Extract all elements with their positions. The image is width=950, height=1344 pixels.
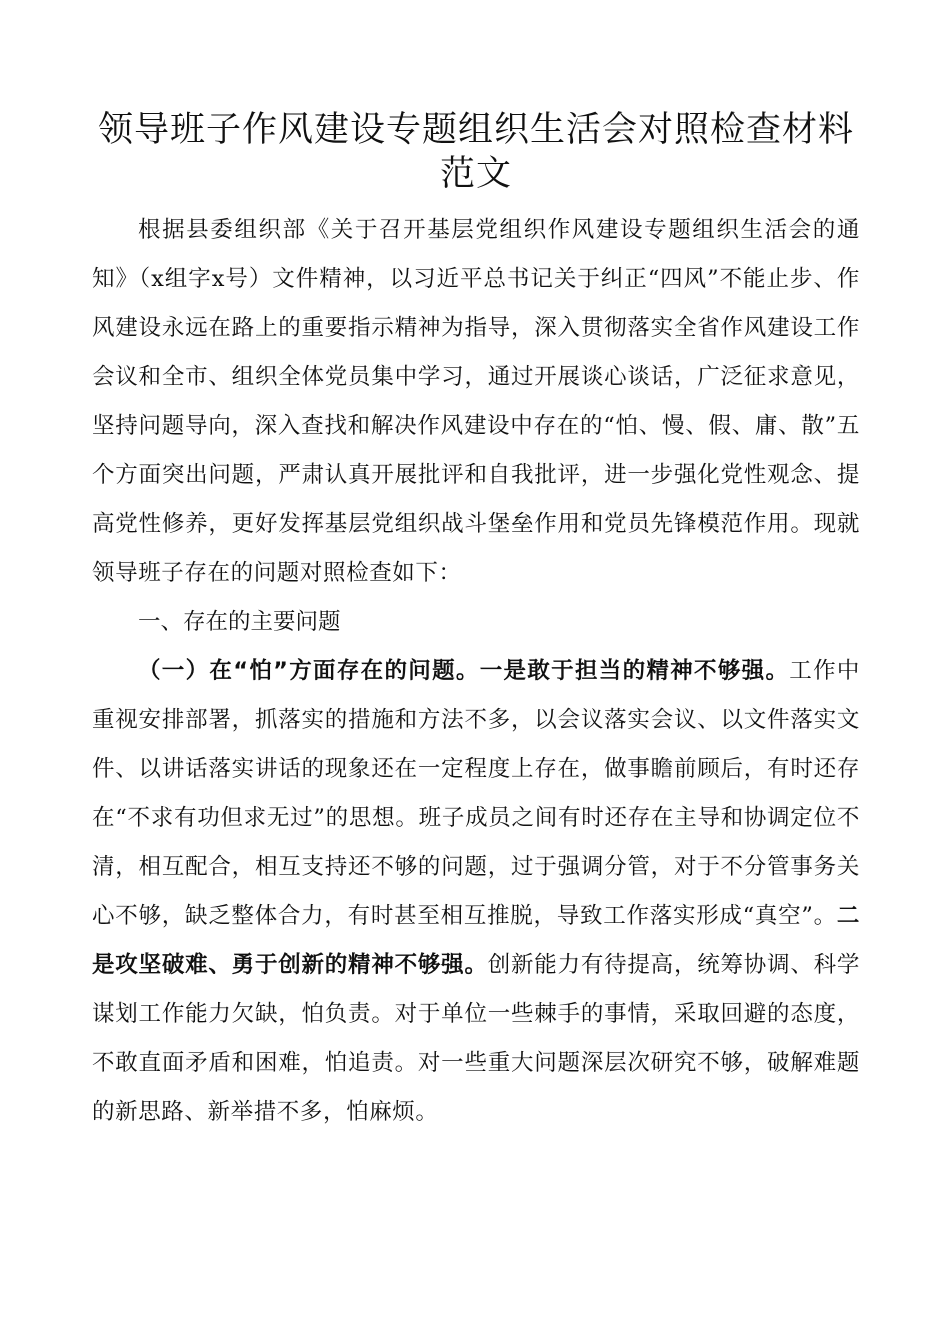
subsection-point-2-heading: 二是攻坚破难、勇于创新的精神不够强。: [92, 903, 860, 978]
section-heading-1: 一、存在的主要问题: [138, 609, 341, 635]
subsection-paragraph-1: [92, 647, 860, 1137]
subsection-text-1: 工作中重视安排部署，抓落实的措施和方法不多，以会议落实会议、以文件落实文件、以讲话落实讲话的现象还在一定程度上存在，做事瞻前顾后，有时还存在“不求有功但求无过”的思想。班子成员之间有时还存在主导和协调定位不清，相互配合，相互支持还不够的问题，过于强调分管，对于不分管事务关心不够，缺乏整体合力，有时甚至相互推脱，导致工作落实形成“真空”。: [92, 658, 860, 929]
subsection-heading-1: （一）在“怕”方面存在的问题。一是敢于担当的精神不够强。: [138, 658, 790, 684]
document-page: [92, 108, 860, 1137]
document-title: [72, 108, 880, 196]
title-line-1: 领导班子作风建设专题组织生活会对照检查材料: [97, 110, 854, 150]
subsection-text-2: 创新能力有待提高，统筹协调、科学谋划工作能力欠缺，怕负责。对于单位一些棘手的事情，采取回避的态度，不敢直面矛盾和困难，怕追责。对一些重大问题深层次研究不够，破解难题的新思路、新举措不多，怕麻烦。: [92, 952, 861, 1125]
intro-paragraph: 根据县委组织部《关于召开基层党组织作风建设专题组织生活会的通知》（x组字x号）文件精神，以习近平总书记关于纠正“四风”不能止步、作风建设永远在路上的重要指示精神为指导，深入贯彻落实全省作风建设工作会议和全市、组织全体党员集中学习，通过开展谈心谈话，广泛征求意见，坚持问题导向，深入查找和解决作风建设中存在的“怕、慢、假、庸、散”五个方面突出问题，严肃认真开展批评和自我批评，进一步强化党性观念、提高党性修养，更好发挥基层党组织战斗堡垒作用和党员先锋模范作用。现就领导班子存在的问题对照检查如下：: [92, 217, 860, 586]
title-line-2: 范文: [439, 154, 512, 194]
